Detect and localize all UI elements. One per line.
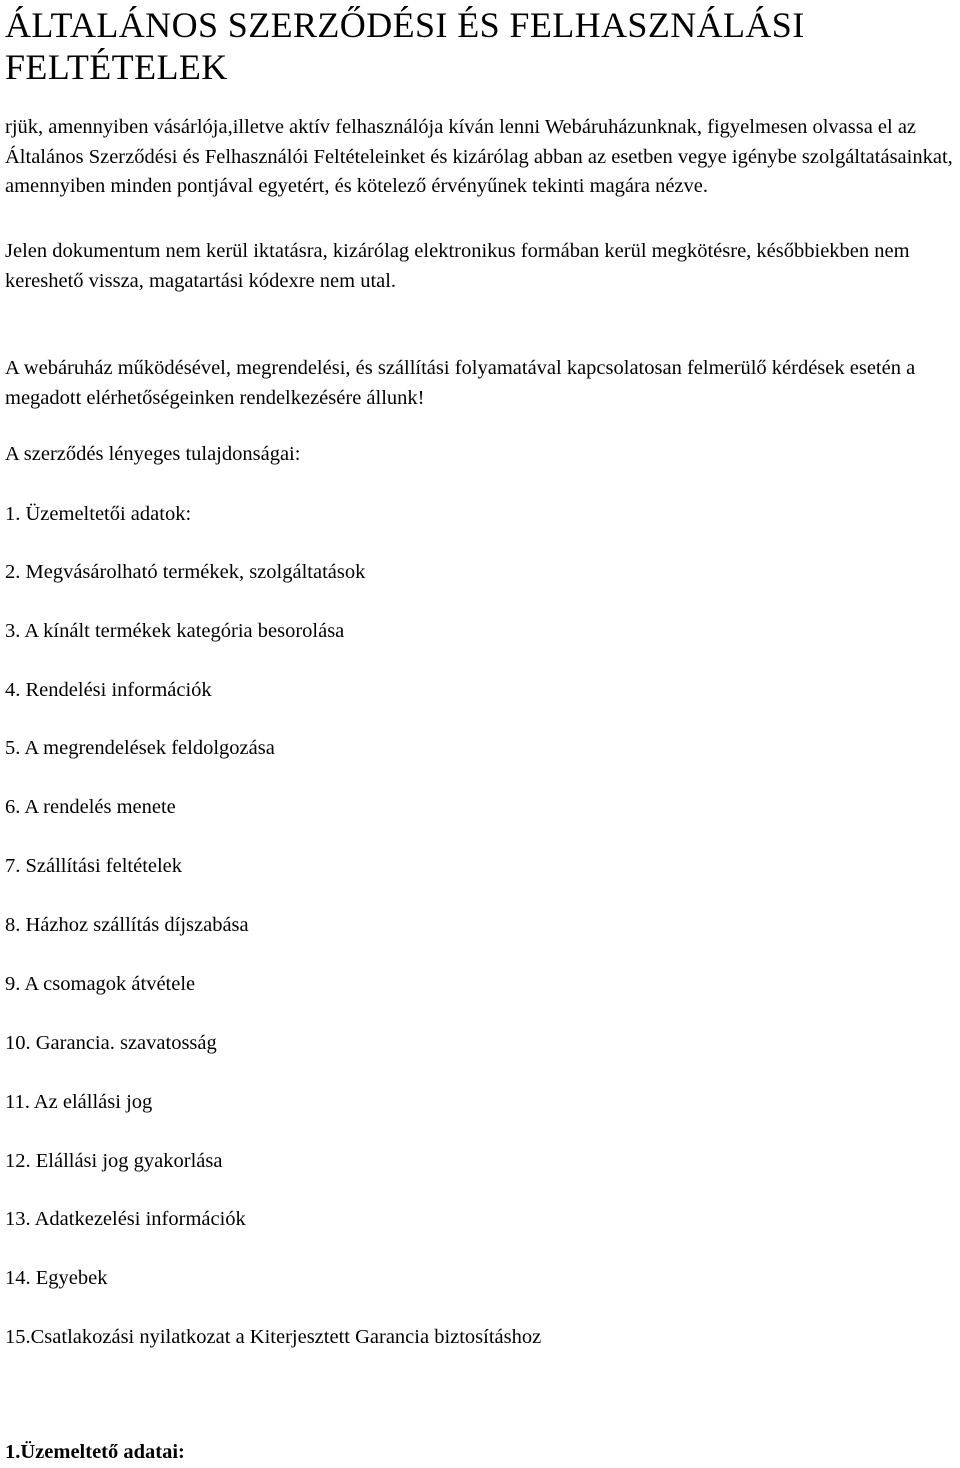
contents-item: 5. A megrendelések feldolgozása [5,737,275,759]
contents-item: 4. Rendelési információk [5,679,212,701]
contents-item: 6. A rendelés menete [5,796,176,818]
contents-item: 10. Garancia. szavatosság [5,1032,217,1054]
contents-item: 3. A kínált termékek kategória besorolása [5,620,345,642]
contents-item: 11. Az elállási jog [5,1091,153,1113]
contents-item: 9. A csomagok átvétele [5,973,196,995]
document-page [5,0,955,1463]
contents-item: 1. Üzemeltetői adatok: [5,503,192,525]
intro-paragraph: rjük, amennyiben vásárlója,illetve aktív felhasználója kíván lenni Webáruházunknak, figyelmesen olvassa el az Általános Szerződési és Felhasználói Feltételeinket és kizárólag abban az esetben vegye igénybe szolgáltatásainkat, amennyiben minden pontjával egyetért, és kötelező érvényűnek tekinti magára nézve. [5,116,953,197]
contents-heading: A szerződés lényeges tulajdonságai: [5,443,301,465]
contents-item: 2. Megvásárolható termékek, szolgáltatások [5,561,366,583]
document-status-paragraph: Jelen dokumentum nem kerül iktatásra, kizárólag elektronikus formában kerül megkötésre, későbbiekben nem kereshető vissza, magatartási kódexre nem utal. [5,240,910,292]
contact-paragraph: A webáruház működésével, megrendelési, és szállítási folyamatával kapcsolatosan felmerülő kérdések esetén a megadott elérhetőségeinken rendelkezésére állunk! [5,357,916,409]
contents-item: 7. Szállítási feltételek [5,855,183,877]
document-title: ÁLTALÁNOS SZERZŐDÉSI ÉS FELHASZNÁLÁSI FELTÉTELEK [5,5,805,87]
contents-item: 13. Adatkezelési információk [5,1208,246,1230]
contents-item: 12. Elállási jog gyakorlása [5,1150,223,1172]
contents-item: 14. Egyebek [5,1267,108,1289]
contents-item: 8. Házhoz szállítás díjszabása [5,914,249,936]
section-heading-operator: 1.Üzemeltető adatai: [5,1441,185,1463]
contents-item: 15.Csatlakozási nyilatkozat a Kiterjesztett Garancia biztosításhoz [5,1326,542,1348]
